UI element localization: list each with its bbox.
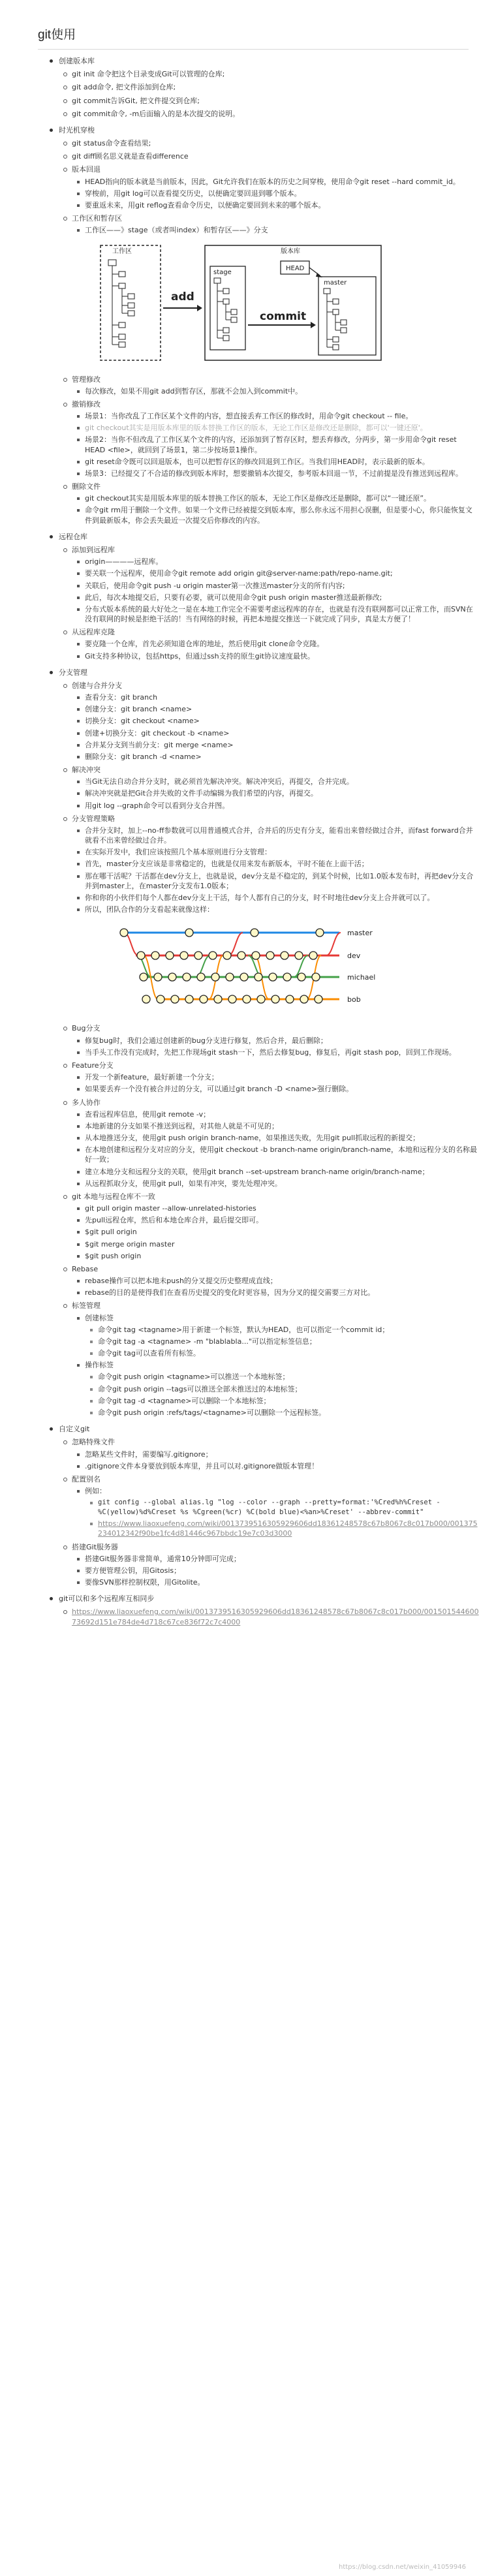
subsection-workspace [72,213,479,371]
list-item: git commit告诉Git, 把文件提交到仓库; [72,96,479,106]
list-item: 要像SVN那样控制权限，用Gitolite。 [85,1577,479,1587]
list-item: git init 命令把这个目录变成Git可以管理的仓库; [72,69,479,79]
section-heading: 分支管理 [59,668,87,677]
master-label: master [324,279,347,287]
subsection-heading: 管理修改 [72,375,100,384]
subsection-heading: 分支管理策略 [72,814,115,823]
list-item [85,1486,479,1538]
workspace-label: 工作区 [112,248,132,256]
subsection-strategy [72,814,479,1021]
list-item: 穿梭前，用git log可以查看提交历史，以便确定要回退到哪个版本。 [85,189,479,198]
example-label: 例如： [85,1487,106,1496]
branch-label-bob: bob [347,995,361,1004]
subsection-rollback [72,164,479,210]
subsection-heading: 工作区和暂存区 [72,214,122,223]
add-arrowhead [197,305,202,311]
alias-reference-link[interactable]: https://www.liaoxuefeng.com/wiki/0013739516305929606dd18361248578c67b8067c8c017b000/001375234012342f90be1fc4d81446c967bbdc19e7c03d3000 [98,1519,478,1538]
commit-node-master [120,929,128,937]
list-item: 如果要丢弃一个没有被合并过的分支，可以通过git branch -D <name>强行删除。 [85,1084,479,1094]
list-item: 解决冲突就是把Git合并失败的文件手动编辑为我们希望的内容，再提交。 [85,788,479,798]
subsection-heading: 删除文件 [72,482,100,491]
list-item: 每次修改，如果不用git add到暂存区，那就不会加入到commit中。 [85,386,479,396]
subsection-rebase [72,1264,479,1298]
list-item: origin————远程库。 [85,557,479,566]
list-item: 当Git无法自动合并分支时，就必须首先解决冲突。解决冲突后，再提交，合并完成。 [85,777,479,786]
list-item: 命令git tag -a <tagname> -m "blablabla..."可以指定标签信息； [98,1337,479,1346]
commit-node-michael [298,973,305,981]
commit-node-dev [281,952,288,959]
list-item: 修复bug时，我们会通过创建新的bug分支进行修复，然后合并，最后删除； [85,1036,479,1046]
list-item: 本地新建的分支如果不推送到远程，对其他人就是不可见的； [85,1121,479,1131]
list-item: 开发一个新feature，最好新建一个分支； [85,1072,479,1082]
master-tree [324,288,347,350]
list-item: 在实际开发中，我们应该按照几个基本原则进行分支管理： [85,847,479,857]
list-item: 切换分支：git checkout <name> [85,716,479,726]
list-item: 删除分支：git branch -d <name> [85,752,479,762]
subsection-create-merge [72,681,479,762]
list-item: 分布式版本系统的最大好处之一是在本地工作完全不需要考虑远程库的存在，也就是有没有联网都可以正常工作，而SVN在没有联网的时候是拒绝干活的！当有网络的时候，再把本地提交推送一下就完成了同步，真是太方便了！ [85,604,479,624]
subsection-heading: Bug分支 [72,1024,100,1033]
list-item: 用git log --graph命令可以看到分支合并图。 [85,801,479,811]
subsection-heading: 撤销修改 [72,399,100,409]
commit-node-bob [243,995,251,1003]
subsection-heading: git 本地与远程仓库不一致 [72,1192,155,1201]
list-item: 命令git tag <tagname>用于新建一个标签，默认为HEAD，也可以指定一个commit id； [98,1325,479,1335]
commit-node-master [316,929,324,937]
commit-node-dev [209,952,217,959]
branch-graph [98,920,479,1020]
commit-node-bob [142,995,150,1003]
commit-node-dev [252,952,260,959]
list-item: 此后，每次本地提交后，只要有必要，就可以使用命令git push origin master推送最新修改; [85,593,479,602]
list-item: $git merge origin master [85,1239,479,1249]
list-item: 首先，master分支应该是非常稳定的，也就是仅用来发布新版本，平时不能在上面干活； [85,859,479,869]
list-item [98,1519,479,1538]
workflow-text: 工作区——》stage（或者叫index）和暂存区——》分支 [85,226,268,235]
subsubsection-heading: 创建标签 [85,1313,114,1322]
commit-node-michael [168,973,176,981]
list-item: 那在哪干活呢？干活都在dev分支上，也就是说，dev分支是不稳定的，到某个时候，比如1.0版本发布时，再把dev分支合并到master上，在master分支发布1.0版本； [85,871,479,891]
commit-node-bob [228,995,236,1003]
subsection-clone [72,627,479,661]
commit-node-bob [157,995,164,1003]
commit-node-dev [166,952,174,959]
commit-arrowhead [311,322,316,328]
stage-box [210,266,245,350]
list-item: git diff顾名思义就是查看difference [72,151,479,161]
subsection-undo [72,399,479,478]
commit-node-bob [214,995,222,1003]
commit-node-master [251,929,258,937]
subsection-add-remote [72,545,479,624]
list-item: 命令git tag -d <tagname>可以删除一个本地标签； [98,1396,479,1406]
list-item: Git支持多种协议，包括https，但通过ssh支持的原生git协议速度最快。 [85,651,479,661]
list-item: git reset命令既可以回退版本，也可以把暂存区的修改回退到工作区。当我们用HEAD时，表示最新的版本。 [85,457,479,467]
list-item: 命令git rm用于删除一个文件。如果一个文件已经被提交到版本库，那么你永远不用担心误删，但是要小心，你只能恢复文件到最新版本，你会丢失最近一次提交后你修改的内容。 [85,505,479,525]
workspace-diagram [98,240,479,371]
muted-note: git checkout其实是用版本库里的版本替换工作区的版本，无论工作区是修改还是删除，都可以'一键还原'。 [85,423,479,433]
list-item: 创建分支：git branch <name> [85,704,479,714]
list-item: 要方便管理公钥，用Gitosis； [85,1566,479,1575]
subsection-bug [72,1023,479,1057]
list-item: 你和你的小伙伴们每个人都在dev分支上干活，每个人都有自己的分支，时不时地往dev分支上合并就可以了。 [85,893,479,903]
list-item: 忽略某些文件时，需要编写.gitignore； [85,1450,479,1459]
list-item: 要克隆一个仓库，首先必须知道仓库的地址，然后使用git clone命令克隆。 [85,639,479,649]
list-item: 合并分支时，加上--no-ff参数就可以用普通模式合并，合并后的历史有分支，能看出来曾经做过合并，而fast forward合并就看不出来曾经做过合并。 [85,826,479,845]
stage-label: stage [213,269,232,277]
commit-node-master [185,929,193,937]
commit-node-dev [309,952,317,959]
subsection-heading: 标签管理 [72,1301,100,1311]
branch-label-dev: dev [347,952,361,961]
commit-node-bob [171,995,179,1003]
commit-node-bob [257,995,265,1003]
commit-node-dev [266,952,274,959]
list-item [85,905,479,1020]
section-heading: git可以和多个远程库互相同步 [59,1594,155,1604]
commit-node-bob [185,995,193,1003]
repository-label: 版本库 [281,248,300,256]
list-item: rebase的目的是使得我们在查看历史提交的变化时更容易，因为分叉的提交需要三方对比。 [85,1288,479,1297]
subsection-heading: Feature分支 [72,1061,114,1070]
commit-node-michael [211,973,219,981]
subsection-manage [72,375,479,396]
watermark: https://blog.csdn.net/weixin_41059946 [338,2564,466,2571]
commit-node-michael [226,973,234,981]
subsection-heading: 从远程库克隆 [72,628,115,637]
outline [0,56,479,1627]
tag-create [85,1313,479,1359]
subsection-tag [72,1301,479,1418]
list-item: 合并某分支到当前分支：git merge <name> [85,740,479,750]
add-label: add [171,290,194,304]
list-item [85,225,479,371]
list-item: 命令git push origin <tagname>可以推送一个本地标签； [98,1372,479,1382]
commit-label: commit [260,310,307,324]
title-divider [38,49,469,50]
alias-code: git config --global alias.lg "log --color --graph --pretty=format:'%Cred%h%Creset -%C(yellow)%d%Creset %s %Cgreen(%cr) %C(bold blue)<%an>%Creset' --abbrev-commit" [98,1498,479,1517]
subsection-delete [72,482,479,525]
workspace-tree [108,260,134,347]
commit-node-dev [223,952,231,959]
list-item: 要关联一个远程库，使用命令git remote add origin git@server-name:path/repo-name.git; [85,568,479,578]
section-heading: 自定义git [59,1425,90,1434]
commit-node-bob [286,995,294,1003]
list-item: git commit命令, -m后面输入的是本次提交的说明。 [72,109,479,119]
list-item: 场景1：当你改乱了工作区某个文件的内容，想直接丢弃工作区的修改时，用命令git checkout -- file。 [85,411,479,421]
list-item: 场景2：当你不但改乱了工作区某个文件的内容，还添加到了暂存区时，想丢弃修改，分两步，第一步用命令git reset HEAD <file>，就回到了场景1，第二步按场景1操作。 [85,435,479,454]
list-item: 建立本地分支和远程分支的关联，使用git branch --set-upstream branch-name origin/branch-name； [85,1167,479,1177]
subsection-ignore [72,1437,479,1471]
commit-node-michael [140,973,147,981]
commit-node-bob [315,995,322,1003]
subsection-feature [72,1061,479,1094]
commit-node-bob [271,995,279,1003]
stage-diagram [98,240,385,368]
list-item: 搭建Git服务器非常简单，通常10分钟即可完成； [85,1554,479,1564]
list-item-text: 所以，团队合作的分支看起来就像这样： [85,905,214,914]
section-create [59,56,479,119]
subsection-heading: 搭建Git服务器 [72,1542,118,1551]
commit-node-bob [200,995,208,1003]
list-item: 要重返未来，用git reflog查看命令历史，以便确定要回到未来的哪个版本。 [85,200,479,210]
list-item: $git push origin [85,1251,479,1261]
commit-node-dev [151,952,159,959]
list-item: git pull origin master --allow-unrelated-histories [85,1203,479,1213]
list-item: 查看远程库信息，使用git remote -v； [85,1110,479,1119]
list-item: 从本地推送分支，使用git push origin branch-name，如果推送失败，先用git pull抓取远程的新提交； [85,1133,479,1143]
list-item: 命令git push origin :refs/tags/<tagname>可以删除一个远程标签。 [98,1408,479,1418]
list-item: HEAD指向的版本就是当前版本，因此，Git允许我们在版本的历史之间穿梭，使用命令git reset --hard commit_id。 [85,177,479,187]
list-item: 先pull远程仓库，然后和本地仓库合并，最后提交即可。 [85,1215,479,1225]
stage-tree [214,278,237,341]
commit-node-michael [269,973,277,981]
commit-node-michael [255,973,262,981]
subsection-heading: 忽略特殊文件 [72,1438,115,1447]
subsection-heading: 添加到远程库 [72,545,115,554]
commit-node-dev [238,952,245,959]
commit-node-michael [312,973,320,981]
list-item: 关联后，使用命令git push -u origin master第一次推送master分支的所有内容; [85,581,479,591]
list-item: 从远程抓取分支，使用git pull，如果有冲突，要先处理冲突。 [85,1179,479,1188]
branch-connector [326,933,341,955]
subsection-alias [72,1474,479,1539]
subsection-heading: 创建与合并分支 [72,681,122,690]
branch-label-master: master [347,929,373,938]
tutorial-link[interactable]: https://www.liaoxuefeng.com/wiki/0013739516305929606dd18361248578c67b8067c8c017b000/00150154460073692d151e784de4d718c67ce836f72c7c4000 [72,1607,479,1626]
section-branch [59,668,479,1418]
commit-node-michael [283,973,291,981]
subsection-heading: Rebase [72,1264,99,1273]
commit-node-michael [154,973,162,981]
subsection-heading: 多人协作 [72,1098,100,1107]
commit-node-michael [183,973,191,981]
commit-node-michael [197,973,205,981]
list-item [72,1607,479,1626]
section-timeline [59,125,479,525]
tag-ops [85,1360,479,1418]
page-title: git使用 [38,28,76,42]
list-item: git checkout其实是用版本库里的版本替换工作区的版本，无论工作区是修改还是删除，都可以“一键还原”。 [85,493,479,503]
list-item: $git pull origin [85,1227,479,1237]
branch-label-michael: michael [347,973,376,982]
subsection-collab [72,1098,479,1188]
subsection-heading: 版本回退 [72,165,100,174]
list-item: 命令git push origin --tags可以推送全部未推送过的本地标签； [98,1384,479,1394]
subsection-unrelated [72,1192,479,1261]
list-item: git add命令, 把文件添加到仓库; [72,82,479,92]
subsection-server [72,1542,479,1588]
list-item: .gitignore文件本身要放到版本库里，并且可以对.gitignore做版本管理！ [85,1461,479,1471]
commit-node-dev [137,952,145,959]
subsubsection-heading: 操作标签 [85,1361,114,1370]
section-custom [59,1424,479,1587]
subsection-heading: 解决冲突 [72,766,100,775]
section-remote [59,532,479,661]
list-item: 在本地创建和远程分支对应的分支，使用git checkout -b branch-name origin/branch-name，本地和远程分支的名称最好一致； [85,1145,479,1164]
list-item: 命令git tag可以查看所有标签。 [98,1348,479,1358]
section-heading: 远程仓库 [59,532,87,541]
list-item: 当手头工作没有完成时，先把工作现场git stash一下，然后去修复bug，修复后，再git stash pop，回到工作现场。 [85,1047,479,1057]
section-heading: 时光机穿梭 [59,125,95,134]
list-item: 创建+切换分支：git checkout -b <name> [85,728,479,738]
commit-node-bob [300,995,308,1003]
list-item: git status命令查看结果; [72,138,479,148]
list-item: 查看分支：git branch [85,692,479,702]
head-label: HEAD [286,265,305,273]
list-item: 场景3：已经提交了不合适的修改到版本库时，想要撤销本次提交，参考版本回退一节，不过前提是没有推送到远程库。 [85,469,479,478]
section-tutorial [59,1594,479,1627]
commit-node-dev [180,952,188,959]
list-item: rebase操作可以把本地未push的分叉提交历史整理成直线； [85,1276,479,1286]
subsection-conflict [72,765,479,811]
branch-graph-svg [98,920,398,1017]
subsection-heading: 配置别名 [72,1474,100,1483]
commit-node-michael [240,973,248,981]
section-heading: 创建版本库 [59,57,95,65]
commit-node-dev [194,952,202,959]
commit-node-dev [295,952,303,959]
